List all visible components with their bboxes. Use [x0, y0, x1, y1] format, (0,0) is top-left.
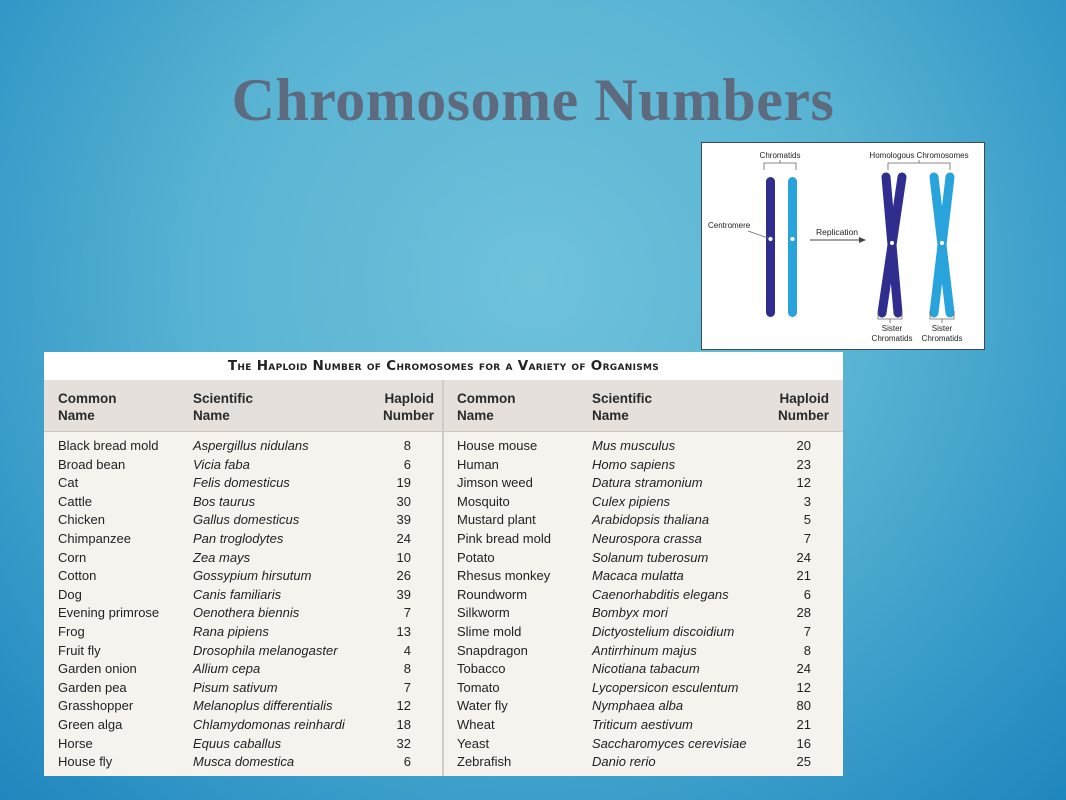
right-common-cell: Potato	[457, 549, 495, 565]
right-scientific-cell: Datura stramonium	[592, 475, 703, 491]
left-haploid-cell: 12	[396, 698, 411, 714]
right-common-cell: Wheat	[457, 716, 495, 732]
left-scientific-cell: Pisum sativum	[193, 679, 278, 695]
left-haploid-cell: 8	[403, 661, 411, 677]
right-haploid-cell: 6	[803, 586, 811, 602]
left-common-cell: Cattle	[58, 493, 92, 509]
left-common-cell: Garden pea	[58, 679, 127, 695]
right-haploid-cell: 20	[796, 438, 811, 453]
table-row	[44, 660, 843, 679]
right-haploid-cell: 8	[803, 642, 811, 658]
left-haploid-cell: 10	[396, 549, 411, 565]
right-scientific-cell: Antirrhinum majus	[592, 642, 697, 658]
left-haploid-cell: 39	[396, 512, 411, 528]
haploid-table	[44, 352, 843, 776]
right-common-cell: Snapdragon	[457, 642, 528, 658]
left-scientific-cell: Felis domesticus	[193, 475, 290, 491]
left-common-cell: Horse	[58, 735, 93, 751]
left-haploid-cell: 4	[403, 642, 411, 658]
right-haploid-cell: 16	[796, 735, 811, 751]
table-row	[44, 586, 843, 605]
table-row	[44, 474, 843, 493]
left-common-cell: Black bread mold	[58, 438, 159, 453]
right-common-cell: Tomato	[457, 679, 500, 695]
right-haploid-cell: 12	[796, 475, 811, 491]
table-row	[44, 716, 843, 735]
left-scientific-cell: Gallus domesticus	[193, 512, 300, 528]
right-scientific-cell: Mus musculus	[592, 438, 676, 453]
header-common-left: Common Name	[58, 391, 117, 423]
header-haploid-right: Haploid Number	[777, 391, 829, 423]
table-row	[44, 567, 843, 586]
right-scientific-cell: Nicotiana tabacum	[592, 661, 700, 677]
right-common-cell: Roundworm	[457, 586, 528, 602]
table-body	[44, 437, 843, 772]
label-centromere: Centromere	[708, 221, 751, 230]
left-haploid-cell: 30	[396, 493, 411, 509]
left-common-cell: Evening primrose	[58, 605, 160, 621]
left-haploid-cell: 19	[396, 475, 411, 491]
left-common-cell: Cotton	[58, 568, 97, 584]
right-scientific-cell: Lycopersicon esculentum	[592, 679, 739, 695]
right-common-cell: House mouse	[457, 438, 538, 453]
label-homologous: Homologous Chromosomes	[869, 151, 969, 160]
left-scientific-cell: Zea mays	[193, 549, 251, 565]
left-haploid-cell: 26	[396, 568, 411, 584]
right-common-cell: Pink bread mold	[457, 530, 551, 546]
table-caption	[44, 352, 843, 380]
left-common-cell: Corn	[58, 549, 87, 565]
left-common-cell: House fly	[58, 754, 113, 770]
bracket-chromatids	[764, 160, 796, 170]
right-common-cell: Water fly	[457, 698, 508, 714]
header-scientific-right: Scientific Name	[592, 391, 653, 423]
table-row	[44, 530, 843, 549]
table-row	[44, 735, 843, 754]
right-scientific-cell: Saccharomyces cerevisiae	[592, 735, 747, 751]
right-haploid-cell: 80	[796, 698, 811, 714]
right-common-cell: Mosquito	[457, 493, 510, 509]
replicated-chromosome-light	[934, 177, 950, 313]
table-row	[44, 679, 843, 698]
label-replication: Replication	[815, 227, 859, 237]
right-haploid-cell: 12	[796, 679, 811, 695]
table-row	[44, 437, 843, 456]
right-scientific-cell: Neurospora crassa	[592, 530, 702, 546]
left-scientific-cell: Vicia faba	[193, 456, 250, 472]
table-row	[44, 493, 843, 512]
right-common-cell: Rhesus monkey	[457, 568, 551, 584]
right-common-cell: Slime mold	[457, 623, 522, 639]
right-scientific-cell: Homo sapiens	[592, 456, 676, 472]
left-common-cell: Grasshopper	[58, 698, 134, 714]
left-common-cell: Green alga	[58, 716, 123, 732]
slide-title: Chromosome Numbers	[231, 67, 835, 133]
left-common-cell: Chicken	[58, 512, 105, 528]
label-sister-chromatids-1a: Sister	[881, 324, 903, 333]
left-common-cell: Garden onion	[58, 661, 137, 677]
left-scientific-cell: Allium cepa	[193, 661, 261, 677]
left-haploid-cell: 32	[396, 735, 411, 751]
left-haploid-cell: 6	[403, 754, 411, 770]
left-scientific-cell: Rana pipiens	[193, 623, 269, 639]
left-common-cell: Broad bean	[58, 456, 126, 472]
table-row	[44, 697, 843, 716]
chromosome-replication-diagram	[701, 142, 985, 350]
left-haploid-cell: 6	[403, 456, 411, 472]
right-haploid-cell: 7	[803, 623, 811, 639]
bracket-homologous	[888, 160, 950, 170]
right-scientific-cell: Solanum tuberosum	[592, 549, 709, 565]
right-haploid-cell: 7	[803, 530, 811, 546]
label-chromatids: Chromatids	[759, 151, 801, 160]
right-haploid-cell: 5	[803, 512, 811, 528]
right-scientific-cell: Macaca mulatta	[592, 568, 684, 584]
header-common-right: Common Name	[457, 391, 516, 423]
right-scientific-cell: Culex pipiens	[592, 493, 671, 509]
left-common-cell: Cat	[58, 475, 79, 491]
chromatid-light	[788, 177, 797, 317]
left-haploid-cell: 7	[403, 679, 411, 695]
table-caption-text: The Haploid Number of Chromosomes for a Variety of Organisms	[227, 358, 660, 374]
right-haploid-cell: 21	[796, 716, 811, 732]
table-row	[44, 511, 843, 530]
right-haploid-cell: 21	[796, 568, 811, 584]
right-scientific-cell: Bombyx mori	[592, 605, 668, 621]
left-common-cell: Fruit fly	[58, 642, 101, 658]
chromatid-dark	[766, 177, 775, 317]
right-scientific-cell: Caenorhabditis elegans	[592, 586, 729, 602]
label-sister-chromatids-1b: Chromatids	[871, 334, 913, 343]
right-common-cell: Yeast	[457, 735, 490, 751]
right-haploid-cell: 24	[796, 549, 811, 565]
left-scientific-cell: Melanoplus differentialis	[193, 698, 333, 714]
left-scientific-cell: Chlamydomonas reinhardi	[193, 716, 345, 732]
right-haploid-cell: 23	[796, 456, 811, 472]
right-common-cell: Tobacco	[457, 661, 506, 677]
table-row	[44, 549, 843, 568]
left-scientific-cell: Drosophila melanogaster	[193, 642, 338, 658]
left-haploid-cell: 24	[396, 530, 411, 546]
left-scientific-cell: Gossypium hirsutum	[193, 568, 312, 584]
table-row	[44, 604, 843, 623]
left-haploid-cell: 39	[396, 586, 411, 602]
left-haploid-cell: 13	[396, 623, 411, 639]
label-sister-chromatids-2b: Chromatids	[921, 334, 963, 343]
left-common-cell: Chimpanzee	[58, 530, 131, 546]
right-scientific-cell: Danio rerio	[592, 754, 656, 770]
right-scientific-cell: Nymphaea alba	[592, 698, 684, 714]
table-row	[44, 456, 843, 475]
header-scientific-left: Scientific Name	[193, 391, 254, 423]
replicated-chromosome-dark	[882, 177, 902, 313]
right-scientific-cell: Arabidopsis thaliana	[592, 512, 710, 528]
right-scientific-cell: Triticum aestivum	[592, 716, 693, 732]
left-common-cell: Frog	[58, 623, 85, 639]
right-common-cell: Mustard plant	[457, 512, 536, 528]
left-scientific-cell: Canis familiaris	[193, 586, 282, 602]
left-haploid-cell: 18	[396, 716, 411, 732]
right-common-cell: Silkworm	[457, 605, 510, 621]
right-haploid-cell: 3	[803, 493, 811, 509]
left-scientific-cell: Oenothera biennis	[193, 605, 300, 621]
right-common-cell: Human	[457, 456, 499, 472]
right-scientific-cell: Dictyostelium discoidium	[592, 623, 735, 639]
left-scientific-cell: Musca domestica	[193, 754, 295, 770]
right-haploid-cell: 24	[796, 661, 811, 677]
left-haploid-cell: 7	[403, 605, 411, 621]
left-common-cell: Dog	[58, 586, 82, 602]
left-scientific-cell: Bos taurus	[193, 493, 256, 509]
right-common-cell: Jimson weed	[457, 475, 533, 491]
right-haploid-cell: 28	[796, 605, 811, 621]
table-row	[44, 642, 843, 661]
table-row	[44, 623, 843, 642]
table-row	[44, 753, 843, 772]
left-scientific-cell: Equus caballus	[193, 735, 282, 751]
header-haploid-left: Haploid Number	[382, 391, 434, 423]
left-scientific-cell: Pan troglodytes	[193, 530, 284, 546]
right-common-cell: Zebrafish	[457, 754, 512, 770]
right-haploid-cell: 25	[796, 754, 811, 770]
left-haploid-cell: 8	[403, 438, 411, 453]
label-sister-chromatids-2a: Sister	[931, 324, 953, 333]
left-scientific-cell: Aspergillus nidulans	[193, 438, 309, 453]
